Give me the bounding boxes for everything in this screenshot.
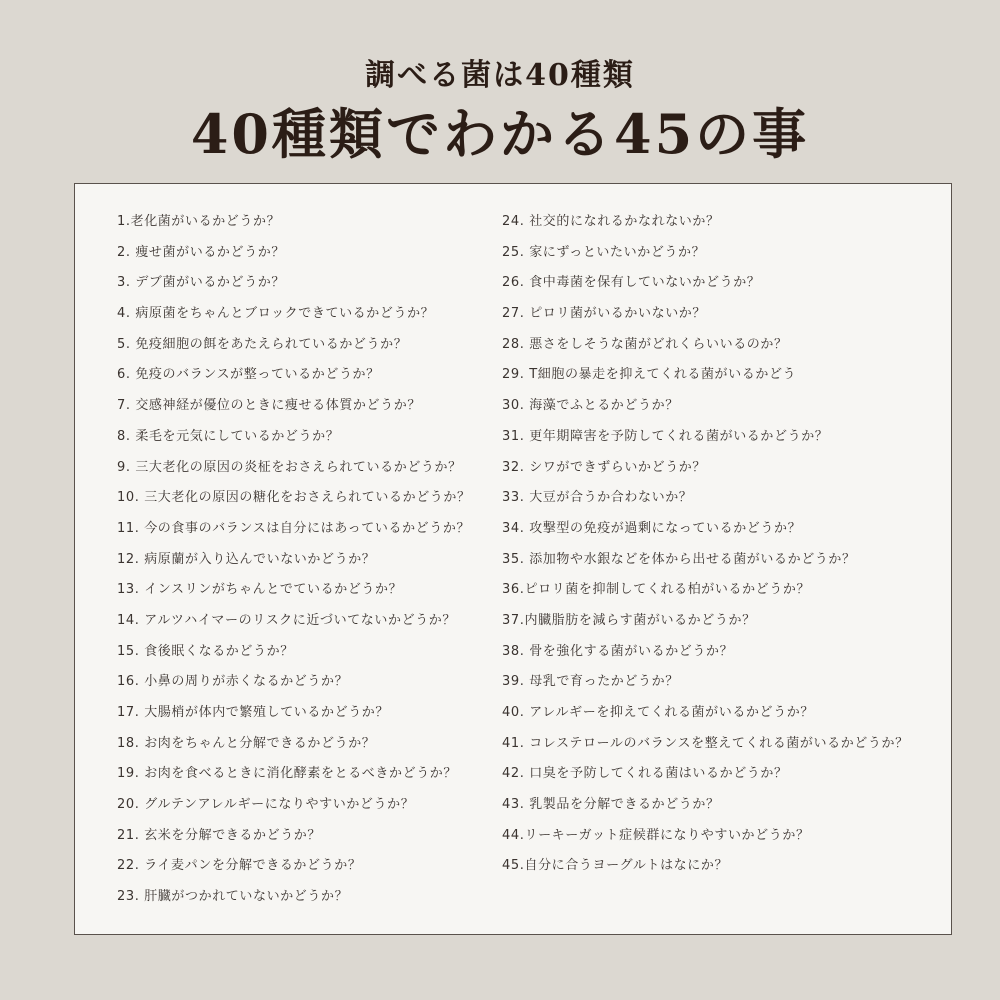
list-item: 42. 口臭を予防してくれる菌はいるかどうか？: [502, 766, 788, 782]
list-item: 2. 痩せ菌がいるかどうか？: [117, 244, 285, 260]
list-item: 36.ピロリ菌を抑制してくれる柏がいるかどうか？: [502, 582, 811, 598]
list-item: 16. 小鼻の周りが赤くなるかどうか？: [117, 674, 349, 690]
list-item: 32. シワができずらいかどうか？: [502, 459, 707, 475]
list-item: 13. インスリンがちゃんとでているかどうか？: [117, 582, 403, 598]
subtitle: 調べる菌は40種類: [365, 58, 635, 93]
list-item: 1.老化菌がいるかどうか？: [117, 214, 281, 229]
list-item: 43. 乳製品を分解できるかどうか？: [502, 797, 720, 813]
list-item: 24. 社交的になれるかなれないか？: [502, 214, 720, 229]
list-item: 34. 攻撃型の免疫が過剰になっているかどうか？: [502, 520, 802, 536]
list-item: 28. 悪さをしそうな菌がどれくらいいるのか？: [502, 336, 788, 352]
list-item: 31. 更年期障害を予防してくれる菌がいるかどうか？: [502, 428, 829, 444]
checklist-column-right: [502, 212, 909, 887]
list-item: 41. コレステロールのバランスを整えてくれる菌がいるかどうか？: [502, 735, 909, 751]
list-item: 3. デブ菌がいるかどうか？: [117, 275, 285, 291]
page-title: 40種類でわかる45の事: [190, 102, 810, 166]
list-item: 6. 免疫のバランスが整っているかどうか？: [117, 367, 380, 383]
list-item: 18. お肉をちゃんと分解できるかどうか？: [117, 735, 376, 751]
list-item: 12. 病原蘭が入り込んでいないかどうか？: [117, 551, 376, 567]
list-item: 17. 大腸梢が体内で繁殖しているかどうか？: [117, 705, 390, 720]
list-item: 4. 病原菌をちゃんとブロックできているかどうか？: [117, 306, 435, 322]
list-item: 40. アレルギーを抑えてくれる菌がいるかどうか？: [502, 705, 814, 720]
list-item: 15. 食後眠くなるかどうか？: [117, 643, 294, 659]
checklist-panel: [74, 183, 952, 935]
list-item: 29. T細胞の暴走を抑えてくれる菌がいるかどう: [502, 367, 797, 383]
list-item: 8. 柔毛を元気にしているかどうか？: [117, 428, 340, 444]
list-item: 27. ピロリ菌がいるかいないか？: [502, 306, 707, 322]
list-item: 39. 母乳で育ったかどうか？: [502, 674, 679, 690]
list-item: 11. 今の食事のバランスは自分にはあっているかどうか？: [117, 520, 471, 536]
list-item: 10. 三大老化の原因の糖化をおさえられているかどうか？: [117, 490, 471, 506]
list-item: 26. 食中毒菌を保有していないかどうか？: [502, 275, 761, 291]
checklist-column-left: [117, 212, 471, 918]
list-item: 9. 三大老化の原因の炎柾をおさえられているかどうか？: [117, 459, 462, 475]
list-item: 20. グルテンアレルギーになりやすいかどうか？: [117, 797, 415, 813]
list-item: 37.内臓脂肪を減らす菌がいるかどうか？: [502, 612, 756, 628]
list-item: 35. 添加物や水銀などを体から出せる菌がいるかどうか？: [502, 551, 856, 567]
list-item: 7. 交感神経が優位のときに痩せる体質かどうか？: [117, 398, 421, 414]
list-item: 44.リーキーガット症候群になりやすいかどうか？: [502, 827, 810, 843]
list-item: 22. ライ麦パンを分解できるかどうか？: [117, 858, 362, 874]
list-item: 45.自分に合うヨーグルトはなにか？: [502, 858, 729, 874]
list-item: 5. 免疫細胞の餌をあたえられているかどうか？: [117, 336, 408, 352]
list-item: 19. お肉を食べるときに消化酵素をとるべきかどうか？: [117, 766, 458, 782]
list-item: 14. アルツハイマーのリスクに近づいてないかどうか？: [117, 612, 456, 628]
list-item: 23. 肝臓がつかれていないかどうか？: [117, 889, 349, 905]
list-item: 33. 大豆が合うか合わないか？: [502, 490, 693, 506]
list-item: 21. 玄米を分解できるかどうか？: [117, 827, 322, 843]
list-item: 30. 海藻でふとるかどうか？: [502, 398, 679, 414]
list-item: 25. 家にずっといたいかどうか？: [502, 244, 706, 260]
list-item: 38. 骨を強化する菌がいるかどうか？: [502, 643, 734, 659]
